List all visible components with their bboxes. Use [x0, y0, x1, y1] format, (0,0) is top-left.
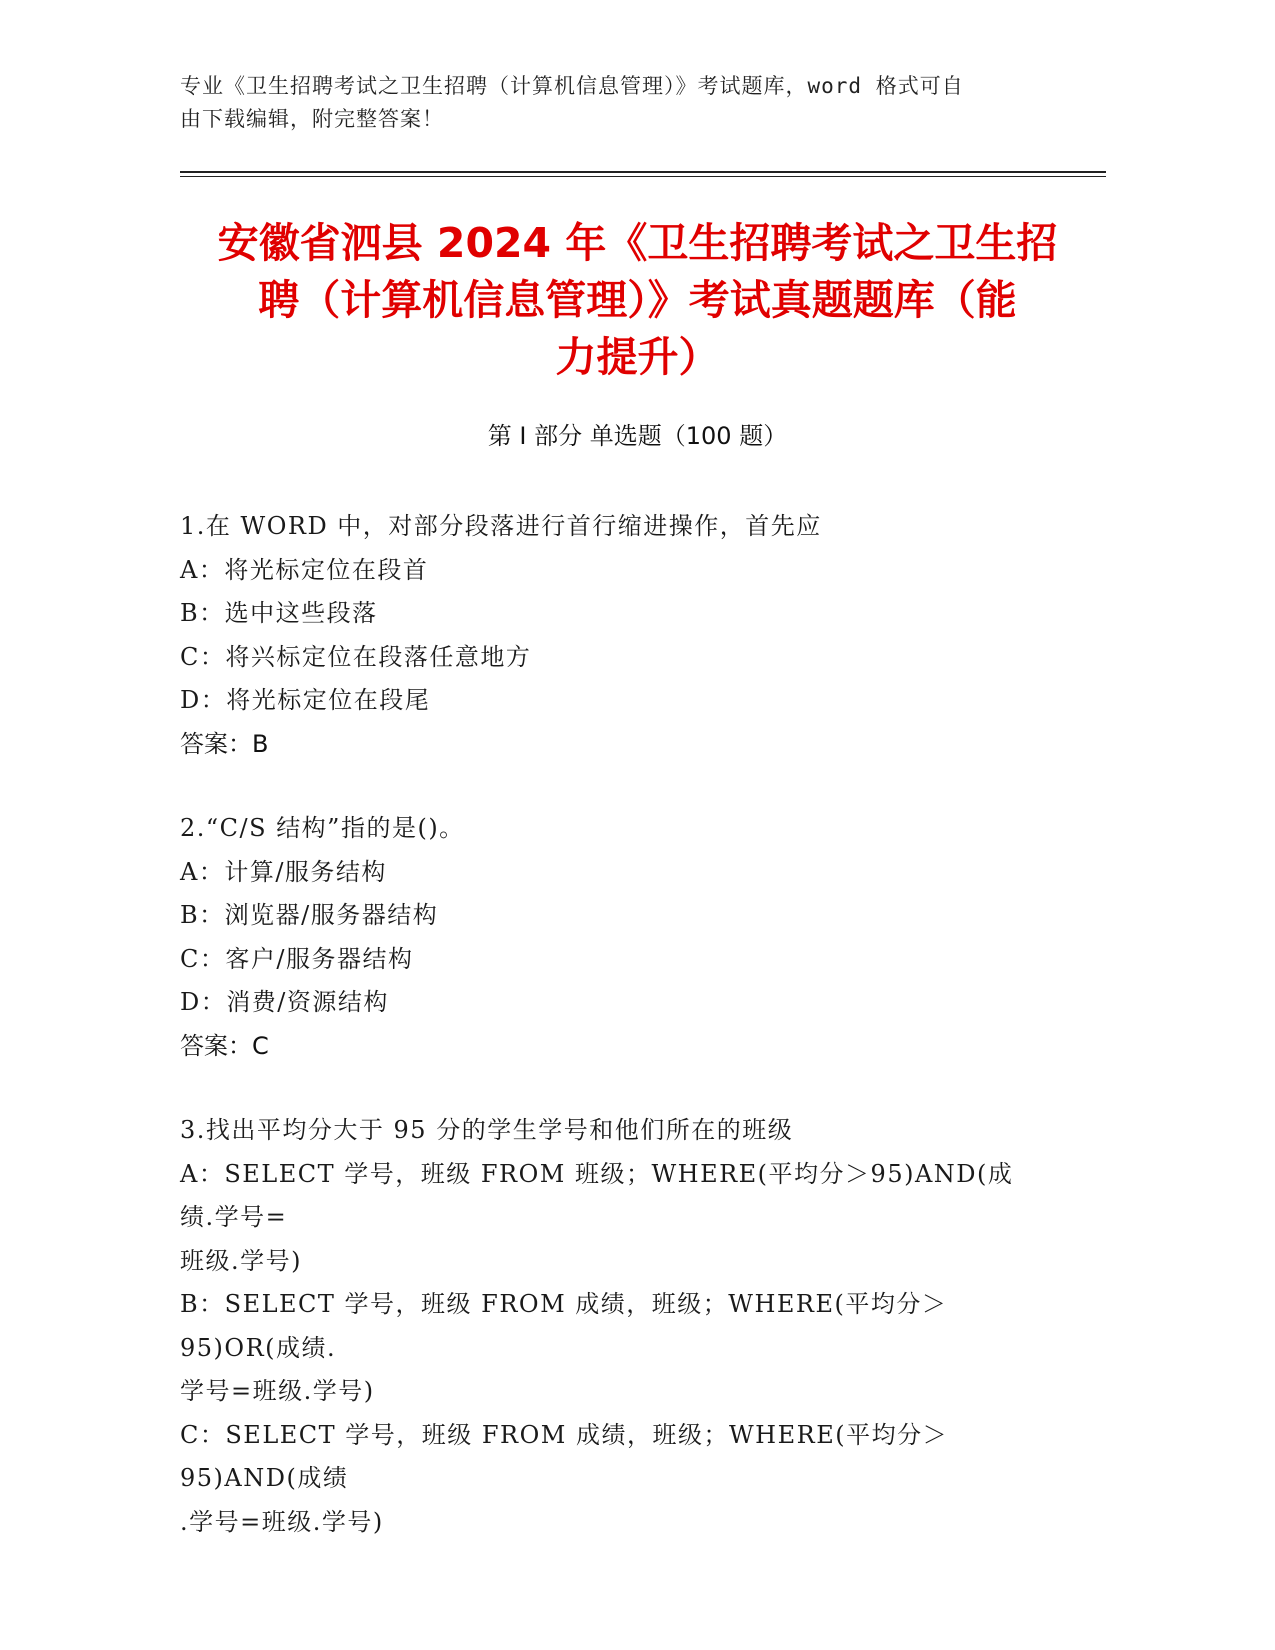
question-list — [180, 505, 1040, 1585]
question-stem: 3.找出平均分大于 95 分的学生学号和他们所在的班级 — [180, 1116, 794, 1144]
option-b: B：SELECT 学号，班级 FROM 成绩，班级；WHERE(平均分＞95)OR(成绩. — [180, 1290, 948, 1362]
question-item — [180, 1109, 1040, 1544]
question-item — [180, 505, 1040, 766]
option-b: B：浏览器/服务器结构 — [180, 901, 439, 929]
header-note — [180, 70, 1060, 136]
header-note-line: 专业《卫生招聘考试之卫生招聘（计算机信息管理）》考试题库，word 格式可自 — [180, 74, 964, 98]
answer-text: 答案：C — [180, 1031, 269, 1060]
option-a: A：计算/服务结构 — [180, 857, 387, 886]
option-c-continued: .学号=班级.学号) — [180, 1507, 384, 1536]
option-c: C：将兴标定位在段落任意地方 — [180, 642, 532, 671]
option-a-continued: 班级.学号) — [180, 1246, 302, 1275]
option-d: D：将光标定位在段尾 — [180, 686, 431, 714]
option-c: C：SELECT 学号，班级 FROM 成绩，班级；WHERE(平均分＞95)AND(成绩 — [180, 1420, 949, 1492]
header-note-line: 由下载编辑，附完整答案！ — [180, 107, 444, 131]
option-d: D：消费/资源结构 — [180, 988, 389, 1016]
document-title — [150, 215, 1125, 386]
option-a: A：将光标定位在段首 — [180, 555, 429, 584]
question-stem: 1.在 WORD 中，对部分段落进行首行缩进操作，首先应 — [180, 512, 822, 540]
title-line: 聘（计算机信息管理）》考试真题题库（能 — [258, 276, 1017, 324]
section-heading: 第 I 部分 单选题（100 题） — [487, 422, 788, 450]
question-item — [180, 807, 1040, 1068]
answer-text: 答案：B — [180, 729, 269, 758]
option-b: B：选中这些段落 — [180, 599, 378, 627]
header-divider — [180, 171, 1106, 173]
question-stem: 2.“C/S 结构”指的是()。 — [180, 814, 465, 842]
option-a: A：SELECT 学号，班级 FROM 班级；WHERE(平均分＞95)AND(成绩.学号= — [180, 1159, 1014, 1231]
title-line: 力提升） — [555, 333, 720, 381]
header-divider-thin — [180, 176, 1106, 177]
option-b-continued: 学号=班级.学号) — [180, 1377, 375, 1405]
option-c: C：客户/服务器结构 — [180, 944, 414, 973]
title-line: 安徽省泗县 2024 年《卫生招聘考试之卫生招 — [217, 219, 1058, 267]
